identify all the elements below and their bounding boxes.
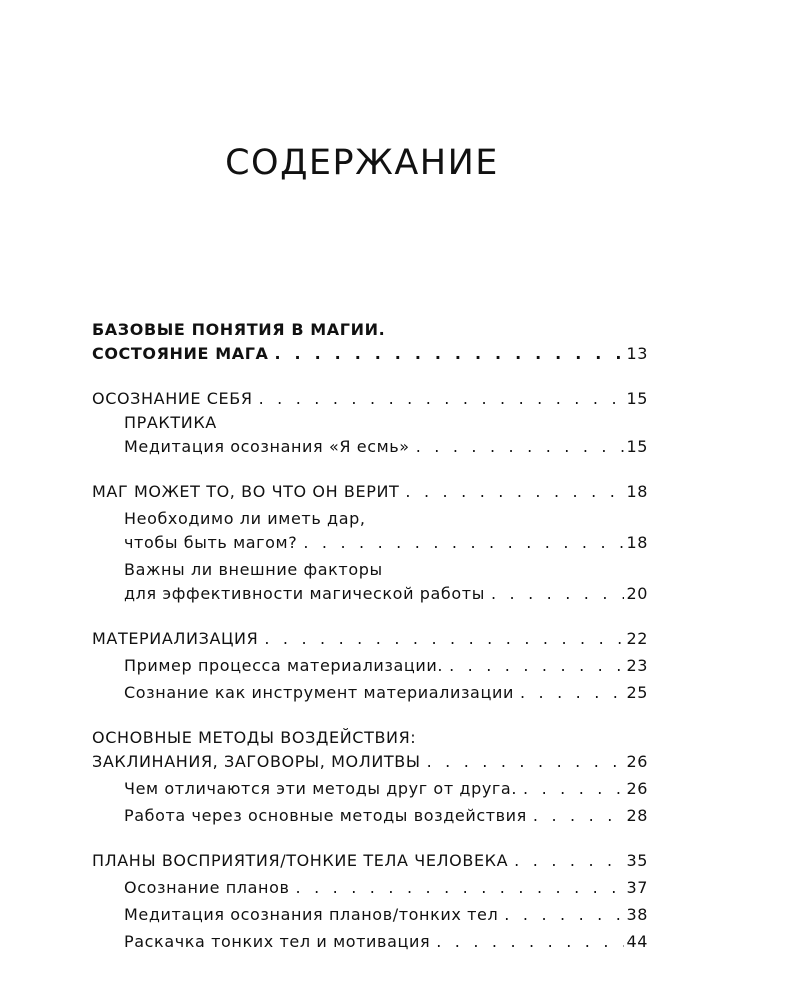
toc-heading-text: ОСОЗНАНИЕ СЕБЯ: [92, 389, 253, 408]
toc-entry-text: Раскачка тонких тел и мотивация: [124, 932, 431, 951]
toc-entry-line: [124, 558, 648, 582]
toc-heading-text: СОСТОЯНИЕ МАГА: [92, 344, 269, 363]
toc-section-self-awareness: [92, 387, 648, 459]
toc-entry: [124, 507, 648, 555]
page-number: 18: [626, 482, 648, 501]
table-of-contents: [92, 318, 648, 954]
toc-entry-text: для эффективности магической работы: [124, 584, 485, 603]
page-title: СОДЕРЖАНИЕ: [225, 143, 499, 183]
toc-section-main-methods: [92, 726, 648, 828]
dot-leader: [296, 876, 625, 900]
dot-leader: [504, 903, 624, 927]
dot-leader: [416, 435, 625, 459]
dot-leader: [533, 804, 625, 828]
toc-heading-text: ОСНОВНЫЕ МЕТОДЫ ВОЗДЕЙСТВИЯ:: [92, 728, 417, 747]
toc-subentries: [92, 507, 648, 606]
practice-label: ПРАКТИКА: [124, 413, 217, 432]
toc-entry: [124, 930, 648, 954]
toc-entry: [124, 777, 648, 801]
toc-heading-line: [92, 750, 648, 774]
page-number: 28: [626, 806, 648, 825]
toc-section-materialization: [92, 627, 648, 705]
dot-leader: [514, 849, 624, 873]
toc-heading-text: БАЗОВЫЕ ПОНЯТИЯ В МАГИИ.: [92, 320, 386, 339]
toc-entry: [124, 804, 648, 828]
toc-entry: [124, 558, 648, 606]
toc-subentries: [92, 411, 648, 459]
toc-heading-text: ЗАКЛИНАНИЯ, ЗАГОВОРЫ, МОЛИТВЫ: [92, 752, 421, 771]
page-number: 26: [626, 779, 648, 798]
toc-heading-text: МАГ МОЖЕТ ТО, ВО ЧТО ОН ВЕРИТ: [92, 482, 400, 501]
toc-heading-line: [92, 480, 648, 504]
toc-entry-text: чтобы быть магом?: [124, 533, 298, 552]
dot-leader: [405, 480, 624, 504]
toc-section-basic-concepts: [92, 318, 648, 366]
toc-entry-line: [124, 531, 648, 555]
toc-entry-text: Пример процесса материализации.: [124, 656, 444, 675]
toc-subentries: [92, 654, 648, 705]
toc-entry: [124, 435, 648, 459]
toc-entry: [124, 876, 648, 900]
toc-entry-text: Сознание как инструмент материализации: [124, 683, 514, 702]
toc-subentries: [92, 777, 648, 828]
page-number: 23: [626, 656, 648, 675]
page-number: 35: [626, 851, 648, 870]
toc-heading-line: [92, 318, 648, 342]
toc-heading-line: [92, 387, 648, 411]
dot-leader: [427, 750, 625, 774]
dot-leader: [275, 342, 625, 366]
toc-entry-text: Чем отличаются эти методы друг от друга.: [124, 779, 518, 798]
toc-entry: [124, 903, 648, 927]
toc-heading-line: [92, 726, 648, 750]
toc-entry-line: [124, 507, 648, 531]
page-number: 15: [626, 389, 648, 408]
toc-entry-text: Медитация осознания «Я есмь»: [124, 437, 410, 456]
toc-entry-text: Работа через основные методы воздействия: [124, 806, 527, 825]
page-number: 26: [626, 752, 648, 771]
toc-section-planes-of-perception: [92, 849, 648, 954]
toc-section-mage-can: [92, 480, 648, 606]
toc-sub-label: [124, 411, 648, 435]
dot-leader: [303, 531, 624, 555]
page-number: 25: [626, 683, 648, 702]
toc-entry-text: Осознание планов: [124, 878, 290, 897]
dot-leader: [264, 627, 624, 651]
toc-entry-text: Медитация осознания планов/тонких тел: [124, 905, 499, 924]
dot-leader: [520, 681, 624, 705]
toc-subentries: [92, 876, 648, 954]
page-number: 13: [626, 344, 648, 363]
page-number: 18: [626, 533, 648, 552]
toc-heading-line: [92, 342, 648, 366]
toc-heading-text: ПЛАНЫ ВОСПРИЯТИЯ/ТОНКИЕ ТЕЛА ЧЕЛОВЕКА: [92, 851, 509, 870]
page-number: 38: [626, 905, 648, 924]
toc-heading-line: [92, 849, 648, 873]
dot-leader: [259, 387, 625, 411]
toc-entry-line: [124, 582, 648, 606]
toc-heading-line: [92, 627, 648, 651]
toc-heading-text: МАТЕРИАЛИЗАЦИЯ: [92, 629, 259, 648]
page-number: 37: [626, 878, 648, 897]
toc-entry: [124, 681, 648, 705]
toc-entry: [124, 654, 648, 678]
page-number: 22: [626, 629, 648, 648]
toc-entry-text: Важны ли внешние факторы: [124, 560, 383, 579]
toc-entry-text: Необходимо ли иметь дар,: [124, 509, 366, 528]
dot-leader: [436, 930, 624, 954]
page-number: 20: [626, 584, 648, 603]
dot-leader: [523, 777, 624, 801]
dot-leader: [491, 582, 625, 606]
dot-leader: [449, 654, 624, 678]
page-number: 15: [626, 437, 648, 456]
page-number: 44: [626, 932, 648, 951]
